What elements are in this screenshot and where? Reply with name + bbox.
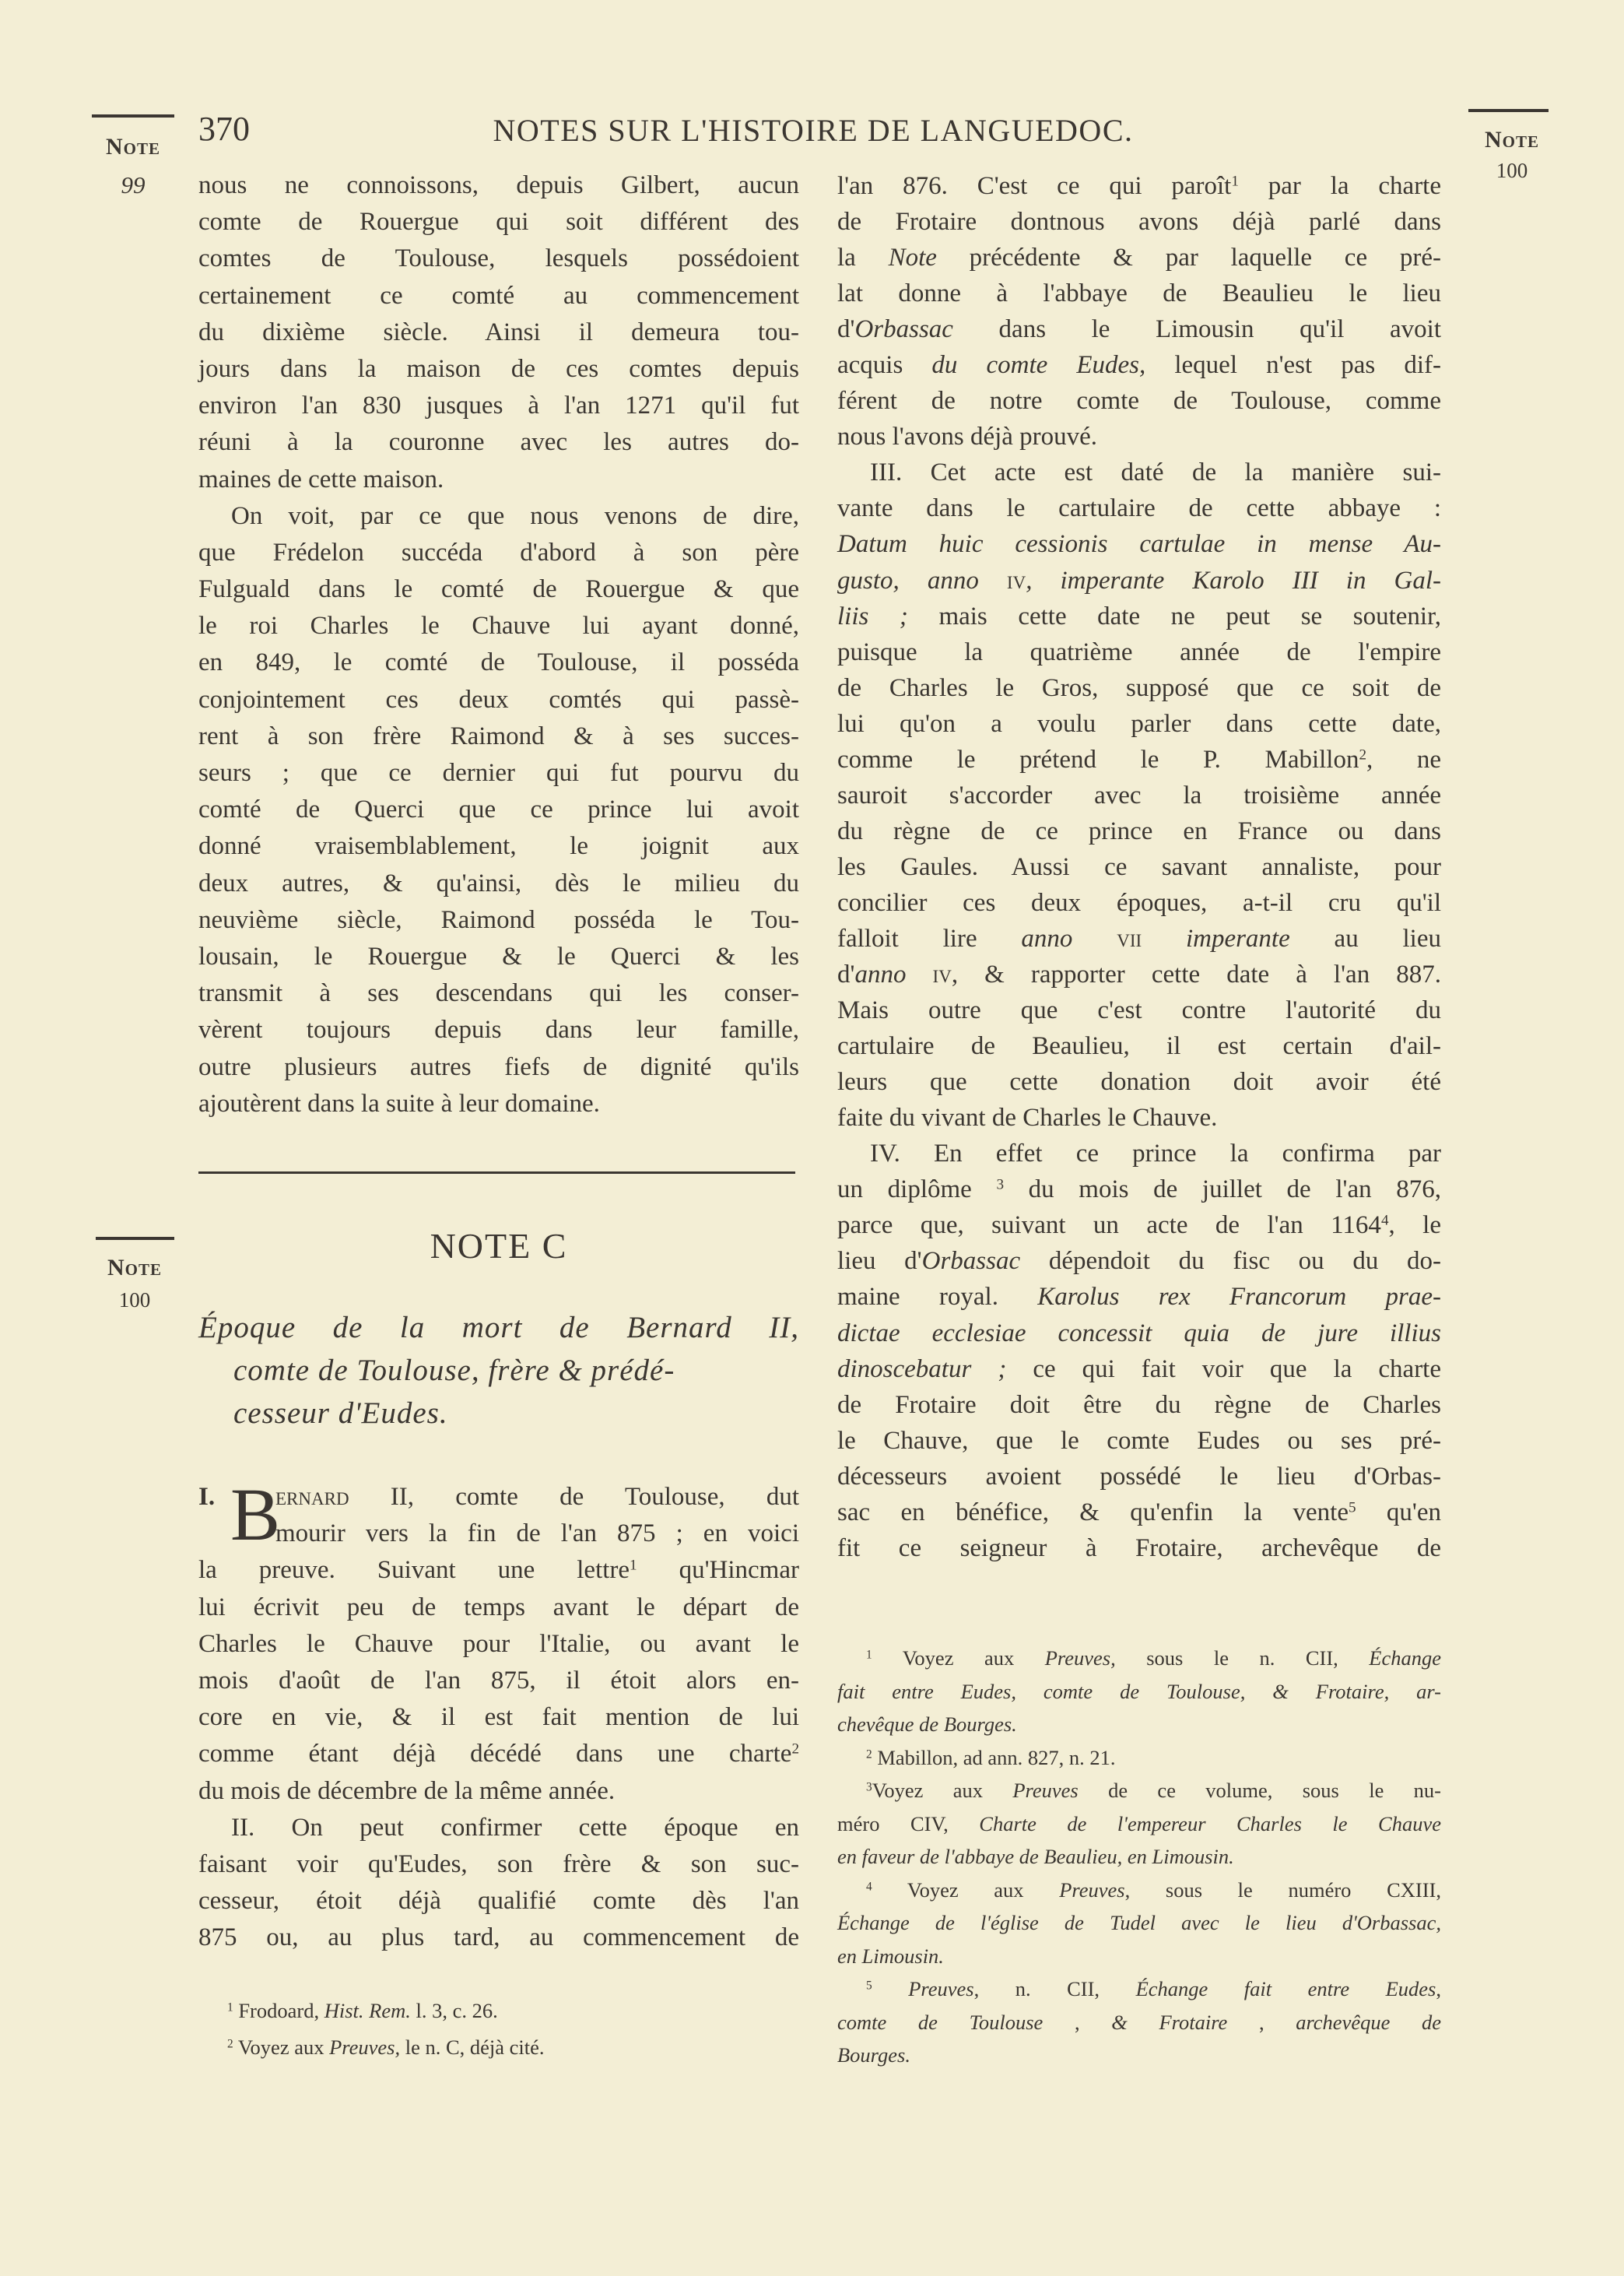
text-run: la preuve. Suivant une lettre bbox=[198, 1556, 630, 1585]
margin-note-label: Note bbox=[105, 134, 160, 160]
text-line bbox=[198, 1349, 799, 1392]
footnote-ref[interactable]: 5 bbox=[866, 1979, 872, 1993]
text-run: un diplôme bbox=[837, 1175, 997, 1204]
text-run: faisant voir qu'Eudes, son frère & son suc- bbox=[198, 1849, 799, 1878]
text-run: au lieu bbox=[1289, 924, 1441, 953]
text-run: en 849, le comté de Toulouse, il posséda bbox=[198, 648, 799, 677]
text-run: du mois de juillet de l'an 876, bbox=[1004, 1175, 1441, 1204]
footnote-ref[interactable]: 4 bbox=[1380, 1212, 1389, 1229]
italic-run: Preuves, bbox=[329, 2035, 401, 2059]
text-line bbox=[837, 1243, 1441, 1279]
text-line bbox=[837, 634, 1441, 670]
text-line bbox=[198, 462, 799, 498]
text-line bbox=[837, 706, 1441, 742]
text-run: , bbox=[1436, 1977, 1441, 2000]
margin-rule-top-right bbox=[1468, 109, 1549, 112]
margin-rule-mid-left bbox=[96, 1237, 174, 1240]
text-line bbox=[198, 828, 799, 865]
italic-run: Note bbox=[888, 244, 937, 272]
text-run: cartulaire de Beaulieu, il est certain d'ail- bbox=[837, 1032, 1441, 1061]
text-line bbox=[837, 1028, 1441, 1064]
text-line bbox=[198, 314, 799, 351]
margin-note-label: Note bbox=[1484, 127, 1539, 153]
footnote-ref[interactable]: 1 bbox=[1231, 173, 1239, 190]
italic-run: Bourges. bbox=[837, 2043, 910, 2067]
text-line bbox=[198, 1736, 799, 1772]
footnote-ref[interactable]: 5 bbox=[1349, 1499, 1356, 1516]
text-run: cesseur, étoit déjà qualifié comte dès l'an bbox=[198, 1887, 799, 1916]
italic-run: comte de Toulouse bbox=[837, 2010, 1043, 2034]
italic-run: Karolus rex Francorum prae- bbox=[1037, 1283, 1442, 1312]
text-run: Frodoard, bbox=[233, 1999, 324, 2022]
footnote-ref[interactable]: 1 bbox=[866, 1648, 872, 1662]
text-line bbox=[198, 278, 799, 314]
footnote-ref[interactable]: 4 bbox=[866, 1880, 872, 1894]
text-line bbox=[198, 755, 799, 792]
text-run: mourir vers la fin de l'an 875 ; en voici bbox=[275, 1519, 799, 1548]
text-line bbox=[198, 241, 799, 277]
italic-run: Datum huic cessionis cartulae in mense Au- bbox=[837, 530, 1441, 559]
italic-run: dictae ecclesiae concessit quia de jure illius bbox=[837, 1319, 1441, 1347]
text-run: qu'Hincmar bbox=[637, 1556, 799, 1585]
text-line bbox=[837, 921, 1441, 957]
text-run: , le bbox=[1388, 1211, 1441, 1240]
text-run: falloit lire bbox=[837, 924, 1022, 953]
text-run: dans le Limousin qu'il avoit bbox=[952, 315, 1441, 344]
text-run: , & rapporter cette date à l'an 887. bbox=[951, 961, 1442, 989]
text-run: IV. En effet ce prince la confirma par bbox=[870, 1140, 1441, 1168]
italic-run: Orbassac bbox=[921, 1247, 1021, 1276]
text-line bbox=[837, 490, 1441, 526]
text-line bbox=[837, 778, 1441, 813]
text-run: outre plusieurs autres fiefs de dignité qu'ils bbox=[198, 1052, 799, 1081]
footnote-ref[interactable]: 2 bbox=[791, 1740, 799, 1758]
italic-run: anno bbox=[854, 961, 933, 989]
text-run: l. 3, c. 26. bbox=[410, 1999, 498, 2022]
italic-run: en faveur de l'abbaye de Beaulieu, en Limousin. bbox=[837, 1845, 1234, 1868]
text-line bbox=[198, 718, 799, 755]
text-run: réuni à la couronne avec les autres do- bbox=[198, 428, 799, 457]
text-run: de ce volume, sous le nu- bbox=[1078, 1779, 1441, 1802]
text-run: de Charles le Gros, supposé que ce soit de bbox=[837, 673, 1441, 702]
footnote-ref[interactable]: 1 bbox=[630, 1557, 637, 1574]
text-line bbox=[837, 1136, 1441, 1171]
italic-run: Preuves bbox=[1059, 1877, 1125, 1902]
text-line bbox=[198, 682, 799, 718]
text-run: acquis bbox=[837, 351, 932, 380]
text-line bbox=[837, 1530, 1441, 1566]
text-run: Voyez aux bbox=[872, 1877, 1060, 1902]
text-run: II, comte de Toulouse, dut bbox=[349, 1483, 799, 1511]
text-line bbox=[837, 419, 1441, 455]
italic-run: Hist. Rem. bbox=[324, 1999, 411, 2022]
text-run: le n. C, déjà cité. bbox=[400, 2035, 545, 2059]
italic-run: Charte de l'empereur Charles le Chauve bbox=[979, 1811, 1441, 1835]
text-run: puisque la quatrième année de l'empire bbox=[837, 637, 1441, 666]
text-line bbox=[837, 849, 1441, 885]
text-run: comme le prétend le P. Mabillon bbox=[837, 745, 1359, 774]
text-run: du mois de décembre de la même année. bbox=[198, 1776, 616, 1805]
text-line bbox=[198, 1773, 799, 1810]
text-line bbox=[837, 347, 1441, 383]
text-line bbox=[198, 1663, 799, 1699]
text-line bbox=[198, 167, 799, 204]
text-line bbox=[837, 885, 1441, 921]
text-run: nous ne connoissons, depuis Gilbert, aucun bbox=[198, 171, 799, 199]
text-line bbox=[837, 742, 1441, 778]
text-run: , sous le numéro CXIII, bbox=[1124, 1877, 1441, 1902]
section-divider bbox=[198, 1171, 795, 1174]
text-line bbox=[837, 240, 1441, 276]
text-run: vèrent toujours depuis dans leur famille, bbox=[198, 1016, 799, 1045]
text-line bbox=[837, 1279, 1441, 1315]
italic-run: liis ; bbox=[837, 602, 908, 630]
footnote-ref[interactable]: 2 bbox=[1359, 746, 1367, 764]
text-line bbox=[198, 1479, 799, 1516]
note-c-body-text bbox=[198, 1473, 799, 1956]
text-line bbox=[837, 1940, 1441, 1973]
text-run: l'an 876. C'est ce qui paroît bbox=[837, 172, 1232, 200]
text-run: méro CIV, bbox=[837, 1811, 980, 1835]
text-run: faite du vivant de Charles le Chauve. bbox=[837, 1104, 1218, 1133]
text-line bbox=[837, 1100, 1441, 1136]
text-line bbox=[837, 1642, 1441, 1675]
text-run: du dixième siècle. Ainsi il demeura tou- bbox=[198, 318, 799, 346]
text-line bbox=[198, 902, 799, 939]
text-run: comte de Toulouse, frère & prédé- bbox=[233, 1354, 675, 1387]
text-line bbox=[837, 670, 1441, 706]
text-line bbox=[198, 1516, 799, 1552]
page-number: 370 bbox=[198, 110, 250, 148]
text-line bbox=[198, 1552, 799, 1589]
section-number: I. bbox=[198, 1483, 216, 1511]
italic-run: Échange fait entre Eudes bbox=[1135, 1977, 1436, 2000]
text-line bbox=[837, 2006, 1441, 2039]
text-line bbox=[837, 1423, 1441, 1459]
text-run: sac en bénéfice, & qu'enfin la vente bbox=[837, 1498, 1349, 1526]
text-line bbox=[837, 1874, 1441, 1907]
text-run: Charles le Chauve pour l'Italie, ou avant le bbox=[198, 1629, 799, 1658]
italic-run: Preuves bbox=[908, 1977, 974, 2000]
left-footnotes bbox=[198, 1993, 799, 2066]
text-line bbox=[837, 957, 1441, 992]
text-run: lousain, le Rouergue & le Querci & les bbox=[198, 942, 799, 971]
text-run: 875 ou, au plus tard, au commencement de bbox=[198, 1923, 799, 1952]
text-run: Mais outre que c'est contre l'autorité du bbox=[837, 996, 1441, 1025]
text-line bbox=[837, 1807, 1441, 1841]
text-line bbox=[837, 1387, 1441, 1423]
italic-run: chevêque de Bourges. bbox=[837, 1712, 1017, 1736]
text-line bbox=[837, 1906, 1441, 1940]
text-run: , n. CII, bbox=[973, 1977, 1136, 2000]
footnote-ref[interactable]: 3 bbox=[996, 1176, 1005, 1193]
small-caps-run: iv bbox=[932, 961, 952, 989]
text-run: seurs ; que ce dernier qui fut pourvu du bbox=[198, 759, 799, 787]
note-heading: NOTE C bbox=[430, 1226, 568, 1266]
text-line bbox=[837, 1351, 1441, 1387]
text-line bbox=[837, 1064, 1441, 1100]
text-line bbox=[837, 1459, 1441, 1495]
text-line bbox=[837, 1840, 1441, 1874]
text-line bbox=[837, 276, 1441, 311]
italic-run: Preuves bbox=[1012, 1779, 1079, 1802]
text-run: transmit à ses descendans qui les conser- bbox=[198, 979, 799, 1008]
right-column-text bbox=[837, 168, 1441, 1566]
text-run: la bbox=[837, 244, 889, 272]
text-run: d' bbox=[837, 961, 855, 989]
italic-run: Échange bbox=[1369, 1646, 1442, 1670]
text-line bbox=[198, 1993, 799, 2029]
text-run: III. Cet acte est daté de la manière sui- bbox=[870, 458, 1441, 487]
italic-run: gusto, anno bbox=[837, 566, 1007, 595]
text-run: lieu d' bbox=[837, 1247, 922, 1276]
text-run: , bbox=[1043, 2010, 1112, 2034]
small-caps-run: vii bbox=[1117, 924, 1142, 953]
text-line bbox=[837, 455, 1441, 490]
text-run: jours dans la maison de ces comtes depuis bbox=[198, 354, 799, 383]
text-run: concilier ces deux époques, a-t-il cru qu'il bbox=[837, 888, 1441, 917]
text-line bbox=[198, 866, 799, 902]
text-run bbox=[872, 1977, 909, 2000]
text-run: , ne bbox=[1366, 745, 1441, 774]
text-run: On voit, par ce que nous venons de dire, bbox=[231, 501, 799, 530]
text-line bbox=[837, 813, 1441, 849]
text-run: férent de notre comte de Toulouse, comme bbox=[837, 387, 1441, 416]
small-caps-run: iv bbox=[1006, 566, 1026, 595]
text-run: Mabillon, ad ann. 827, n. 21. bbox=[872, 1745, 1116, 1769]
italic-run: imperante bbox=[1142, 924, 1290, 953]
text-line bbox=[837, 563, 1441, 599]
text-run: que Frédelon succéda d'abord à son père bbox=[198, 538, 799, 567]
text-run: vante dans le cartulaire de cette abbaye : bbox=[837, 494, 1441, 523]
text-run: les Gaules. Aussi ce savant annaliste, pour bbox=[837, 852, 1441, 881]
text-run: , bbox=[1227, 2010, 1296, 2034]
text-line bbox=[837, 599, 1441, 634]
text-line bbox=[198, 1589, 799, 1626]
text-line bbox=[198, 351, 799, 388]
text-line bbox=[837, 992, 1441, 1028]
text-line bbox=[837, 1708, 1441, 1741]
text-run: conjointement ces deux comtés qui passè- bbox=[198, 685, 799, 714]
text-run: précédente & par laquelle ce pré- bbox=[936, 244, 1441, 272]
text-run: comme étant déjà décédé dans une charte bbox=[198, 1740, 792, 1768]
text-line bbox=[198, 1810, 799, 1846]
text-run: core en vie, & il est fait mention de lui bbox=[198, 1703, 799, 1732]
margin-note-number: 99 bbox=[121, 171, 146, 198]
margin-note-number: 100 bbox=[118, 1288, 151, 1312]
text-line bbox=[837, 1774, 1441, 1807]
italic-run: archevêque de bbox=[1296, 2010, 1442, 2034]
text-run: qu'en bbox=[1356, 1498, 1441, 1526]
text-run: comtes de Toulouse, lesquels possédoient bbox=[198, 244, 799, 273]
text-line bbox=[198, 1883, 799, 1919]
italic-run: anno bbox=[1021, 924, 1117, 953]
text-line bbox=[198, 424, 799, 461]
text-run: rent à son frère Raimond & à ses succes- bbox=[198, 722, 799, 750]
footnote-ref[interactable]: 2 bbox=[227, 2037, 233, 2051]
text-line bbox=[198, 1049, 799, 1086]
italic-run: Preuves, bbox=[1044, 1646, 1116, 1670]
text-run: deux autres, & qu'ainsi, dès le milieu du bbox=[198, 869, 799, 897]
italic-run: fait entre Eudes, comte de Toulouse, & Frotaire, ar- bbox=[837, 1679, 1441, 1703]
text-line bbox=[837, 526, 1441, 562]
text-run: Voyez aux bbox=[233, 2035, 330, 2059]
text-line bbox=[837, 204, 1441, 240]
text-run: lui écrivit peu de temps avant le départ de bbox=[198, 1593, 799, 1621]
footnote-ref[interactable]: 2 bbox=[866, 1747, 872, 1761]
text-run: lequel n'est pas dif- bbox=[1145, 351, 1442, 380]
text-line bbox=[837, 1972, 1441, 2006]
text-run: lat donne à l'abbaye de Beaulieu le lieu bbox=[837, 279, 1441, 308]
text-run: de Frotaire dontnous avons déjà parlé dans bbox=[837, 208, 1441, 237]
right-footnotes bbox=[837, 1642, 1441, 2072]
text-run: de Frotaire doit être du règne de Charles bbox=[837, 1390, 1441, 1419]
italic-run: Orbassac bbox=[854, 315, 953, 344]
text-line bbox=[198, 1846, 799, 1883]
text-line bbox=[198, 535, 799, 571]
text-run: nous l'avons déjà prouvé. bbox=[837, 423, 1098, 451]
text-line bbox=[837, 2039, 1441, 2072]
text-line bbox=[198, 1306, 799, 1349]
text-run: environ l'an 830 jusques à l'an 1271 qu'il fut bbox=[198, 392, 799, 420]
text-run: leurs que cette donation doit avoir été bbox=[837, 1068, 1441, 1097]
text-run: cesseur d'Eudes. bbox=[233, 1396, 448, 1430]
text-line bbox=[198, 1012, 799, 1048]
text-run: comté de Querci que ce prince lui avoit bbox=[198, 796, 799, 824]
text-run: neuvième siècle, Raimond posséda le Tou- bbox=[198, 905, 799, 934]
margin-note-label: Note bbox=[107, 1255, 162, 1280]
text-line bbox=[198, 1086, 799, 1122]
margin-note-number: 100 bbox=[1496, 159, 1528, 182]
text-run: Époque de la mort de Bernard II, bbox=[198, 1311, 799, 1344]
text-run: le roi Charles le Chauve lui ayant donné, bbox=[198, 612, 799, 641]
italic-run: du comte Eudes, bbox=[931, 351, 1146, 380]
text-line bbox=[198, 939, 799, 975]
text-run: ce qui fait voir que la charte bbox=[1006, 1354, 1441, 1383]
text-run: Voyez aux bbox=[872, 1779, 1013, 1802]
text-run: certainement ce comté au commencement bbox=[198, 281, 799, 310]
text-line bbox=[198, 2029, 799, 2066]
text-run: dépendoit du fisc ou du do- bbox=[1020, 1247, 1441, 1276]
italic-run: dinoscebatur ; bbox=[837, 1354, 1007, 1383]
text-line bbox=[837, 1207, 1441, 1243]
text-line bbox=[837, 1741, 1441, 1775]
text-run: décesseurs avoient possédé le lieu d'Orbas- bbox=[837, 1462, 1441, 1491]
text-run: maines de cette maison. bbox=[198, 465, 444, 493]
text-run: II. On peut confirmer cette époque en bbox=[231, 1813, 799, 1842]
italic-run: en Limousin. bbox=[837, 1944, 944, 1968]
text-run: le Chauve, que le comte Eudes ou ses pré- bbox=[837, 1426, 1441, 1455]
text-run: Fulguald dans le comté de Rouergue & que bbox=[198, 575, 799, 604]
text-run: par la charte bbox=[1238, 172, 1441, 200]
italic-run: Échange de l'église de Tudel avec le lieu d'Orbassac, bbox=[837, 1911, 1441, 1934]
text-run: comte de Rouergue qui soit différent des bbox=[198, 208, 799, 237]
text-run: lui qu'on a voulu parler dans cette date, bbox=[837, 709, 1441, 738]
text-line bbox=[198, 388, 799, 424]
text-run: fit ce seigneur à Frotaire, archevêque de bbox=[837, 1533, 1441, 1562]
text-line bbox=[198, 204, 799, 241]
text-line bbox=[198, 608, 799, 645]
text-line bbox=[198, 1392, 799, 1435]
italic-run: & Frotaire bbox=[1111, 2010, 1228, 2034]
text-line bbox=[198, 498, 799, 535]
text-line bbox=[837, 168, 1441, 204]
text-line bbox=[837, 1675, 1441, 1709]
text-line bbox=[837, 383, 1441, 419]
text-line bbox=[837, 311, 1441, 347]
left-column-text bbox=[198, 167, 799, 1122]
text-run: du règne de ce prince en France ou dans bbox=[837, 817, 1441, 845]
text-run: ajoutèrent dans la suite à leur domaine. bbox=[198, 1089, 600, 1118]
footnote-ref[interactable]: 3 bbox=[866, 1780, 872, 1794]
italic-run: , imperante Karolo III in Gal- bbox=[1026, 566, 1441, 595]
text-run: mois d'août de l'an 875, il étoit alors en- bbox=[198, 1666, 799, 1695]
text-run: Voyez aux bbox=[872, 1646, 1045, 1670]
text-run: sous le n. CII, bbox=[1115, 1646, 1370, 1670]
text-line bbox=[198, 792, 799, 828]
text-line bbox=[837, 1315, 1441, 1351]
text-line bbox=[198, 1919, 799, 1956]
text-run: maine royal. bbox=[837, 1283, 1038, 1312]
text-line bbox=[198, 1699, 799, 1736]
text-line bbox=[837, 1495, 1441, 1530]
text-line bbox=[198, 645, 799, 681]
text-run: mais cette date ne peut se soutenir, bbox=[907, 602, 1441, 630]
small-caps-run: ernard bbox=[275, 1483, 349, 1511]
note-subtitle bbox=[198, 1306, 799, 1435]
text-line bbox=[837, 1171, 1441, 1207]
text-run: parce que, suivant un acte de l'an 1164 bbox=[837, 1211, 1381, 1240]
text-run: sauroit s'accorder avec la troisième année bbox=[837, 781, 1441, 810]
text-line bbox=[198, 975, 799, 1012]
text-run: d' bbox=[837, 315, 855, 344]
text-run: donné vraisemblablement, le joignit aux bbox=[198, 832, 799, 861]
text-line bbox=[198, 1626, 799, 1663]
drop-cap: B bbox=[230, 1473, 281, 1556]
running-title: NOTES SUR L'HISTOIRE DE LANGUEDOC. bbox=[493, 113, 1134, 148]
text-line bbox=[198, 571, 799, 608]
footnote-ref[interactable]: 1 bbox=[227, 2000, 233, 2014]
margin-rule-top-left bbox=[92, 114, 174, 118]
